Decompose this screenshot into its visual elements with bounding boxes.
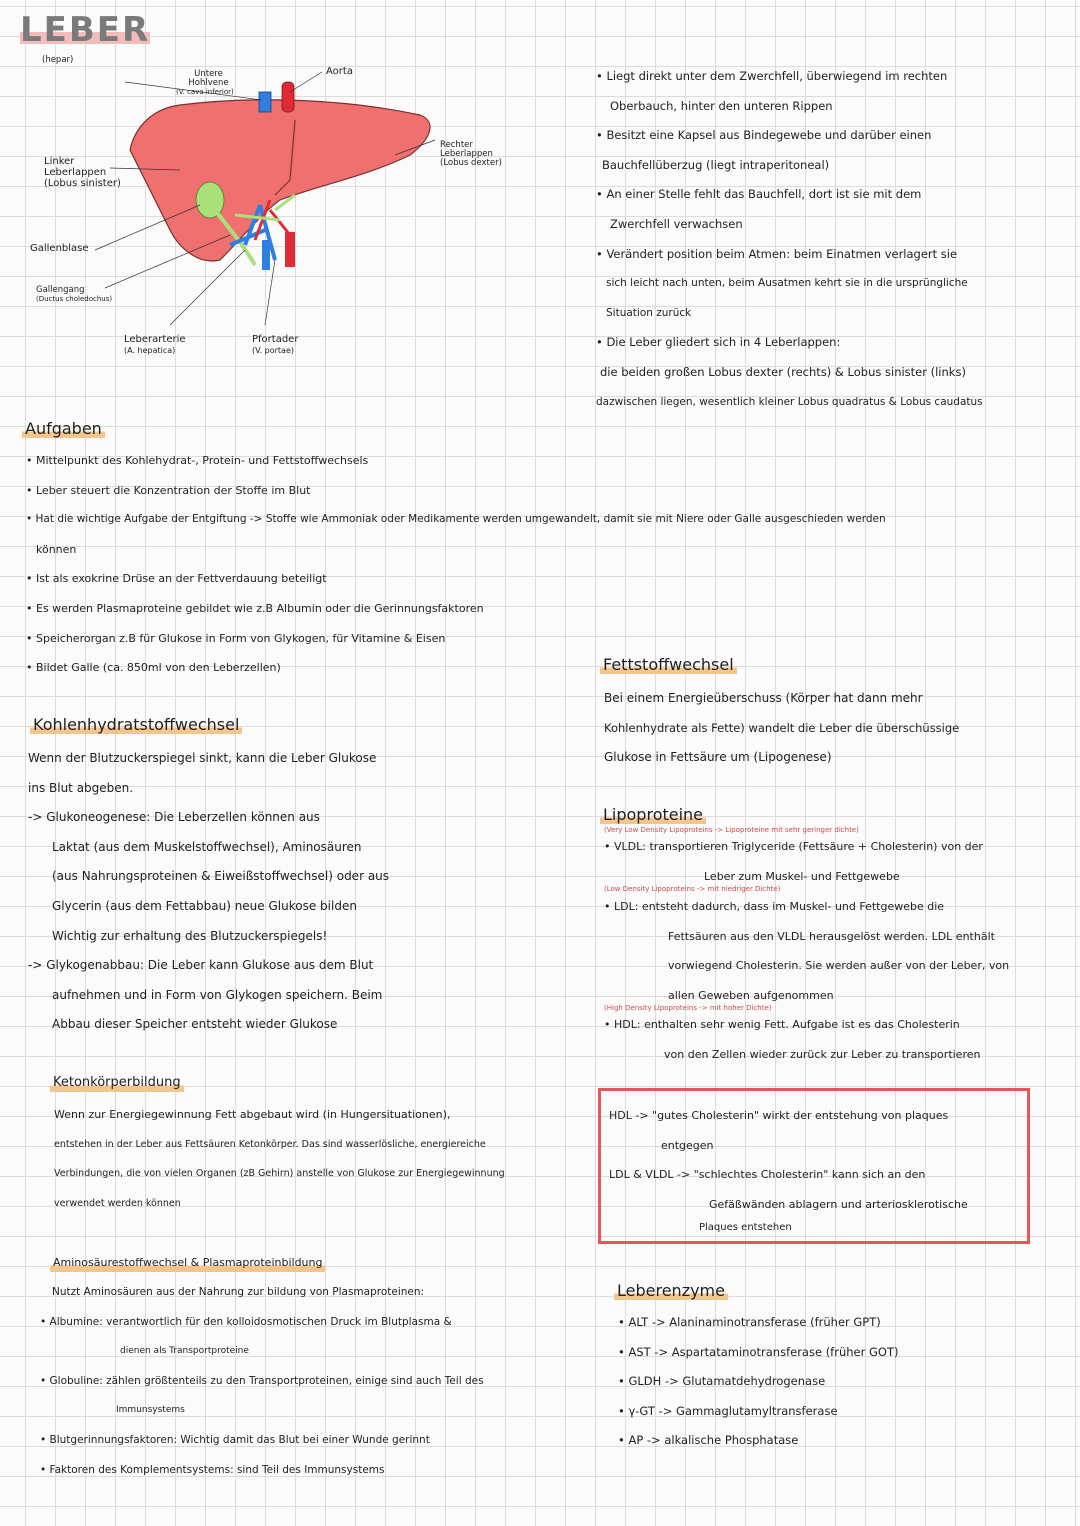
intro-list xyxy=(596,62,983,417)
label-vena-cava: Untere Hohlvene (V. cava inferior) xyxy=(176,69,234,96)
text-line: • HDL: enthalten sehr wenig Fett. Aufgabe ist es das Cholesterin xyxy=(604,1018,960,1031)
text-line: Fettsäuren aus den VLDL herausgelöst werden. LDL enthält xyxy=(668,929,995,943)
label-gallbladder: Gallenblase xyxy=(30,243,89,254)
text-line: Leber zum Muskel- und Fettgewebe xyxy=(704,869,900,883)
aufgaben-item: • Ist als exokrine Drüse an der Fettverdauung beteiligt xyxy=(26,572,327,586)
text-line: • Albumine: verantwortlich für den kolloidosmotischen Druck im Blutplasma & xyxy=(40,1315,452,1328)
enzyme-list xyxy=(618,1308,898,1456)
intro-line: Oberbauch, hinter den unteren Rippen xyxy=(610,98,833,113)
text-line: Bei einem Energieüberschuss (Körper hat dann mehr xyxy=(604,691,923,705)
label-portal-vein: Pfortader (V. portae) xyxy=(252,334,299,355)
liver-diagram xyxy=(30,60,570,370)
cholesterol-box xyxy=(598,1088,1030,1244)
intro-line: Zwerchfell verwachsen xyxy=(610,216,743,231)
text-line: von den Zellen wieder zurück zur Leber zu transportieren xyxy=(664,1047,981,1061)
aufgaben-item: • Speicherorgan z.B für Glukose in Form von Glykogen, für Vitamine & Eisen xyxy=(26,631,446,645)
label-bile-duct: Gallengang (Ductus choledochus) xyxy=(36,285,113,303)
label-aorta: Aorta xyxy=(326,66,353,77)
amino-heading: Aminosäurestoffwechsel & Plasmaproteinbildung xyxy=(50,1252,325,1274)
text-line: HDL -> "gutes Cholesterin" wirkt der entstehung von plaques xyxy=(609,1109,949,1122)
vldl-note: (Very Low Density Lipoproteins -> Lipoproteine mit sehr geringer dichte) xyxy=(604,826,859,834)
text-line: Nutzt Aminosäuren aus der Nahrung zur bildung von Plasmaproteinen: xyxy=(52,1286,425,1298)
text-line: • LDL: entsteht dadurch, dass im Muskel- und Fettgewebe die xyxy=(604,900,945,913)
text-line: Kohlenhydrate als Fette) wandelt die Leber die überschüssige xyxy=(604,720,960,735)
hdl-text xyxy=(604,1010,980,1069)
enzyme-item: • AST -> Aspartataminotransferase (früher GOT) xyxy=(618,1344,899,1359)
intro-line: • Liegt direkt unter dem Zwerchfell, überwiegend im rechten xyxy=(596,69,948,83)
page-subtitle: (hepar) xyxy=(42,55,74,65)
enzyme-item: • ALT -> Alaninaminotransferase (früher GPT) xyxy=(618,1315,881,1329)
text-line: Immunsystems xyxy=(116,1405,185,1416)
intro-line: • Verändert position beim Atmen: beim Einatmen verlagert sie xyxy=(596,246,958,261)
text-line: ins Blut abgeben. xyxy=(28,780,134,795)
text-line: Gefäßwänden ablagern und arteriosklerotische xyxy=(709,1197,968,1211)
text-line: vorwiegend Cholesterin. Sie werden außer von der Leber, von xyxy=(668,959,1010,973)
text-line: Wichtig zur erhaltung des Blutzuckerspiegels! xyxy=(52,928,328,943)
text-line: Laktat (aus dem Muskelstoffwechsel), Aminosäuren xyxy=(52,839,362,854)
lipo-heading: Lipoproteine xyxy=(600,804,706,826)
aufgaben-item: • Hat die wichtige Aufgabe der Entgiftung -> Stoffe wie Ammoniak oder Medikamente werden umgewandelt, damit sie mit Niere oder Galle ausgeschieden werden xyxy=(26,513,886,526)
keton-text xyxy=(54,1100,505,1218)
intro-line: • Besitzt eine Kapsel aus Bindegewebe und darüber einen xyxy=(596,128,932,143)
aorta-shape xyxy=(282,82,294,112)
vldl-text xyxy=(604,832,983,891)
kohlenhydrat-heading: Kohlenhydratstoffwechsel xyxy=(30,714,242,736)
intro-line: die beiden großen Lobus dexter (rechts) & Lobus sinister (links) xyxy=(600,364,966,379)
amino-text xyxy=(40,1278,484,1485)
label-left-lobe: Linker Leberlappen (Lobus sinister) xyxy=(44,156,121,189)
text-line: Glycerin (aus dem Fettabbau) neue Glukose bilden xyxy=(52,898,357,913)
label-artery: Leberarterie (A. hepatica) xyxy=(124,334,186,355)
text-line: aufnehmen und in Form von Glykogen speichern. Beim xyxy=(52,987,383,1002)
intro-line: sich leicht nach unten, beim Ausatmen kehrt sie in die ursprüngliche xyxy=(606,277,968,290)
intro-line: dazwischen liegen, wesentlich kleiner Lobus quadratus & Lobus caudatus xyxy=(596,395,983,408)
text-line: Wenn der Blutzuckerspiegel sinkt, kann die Leber Glukose xyxy=(28,751,377,765)
ldl-text xyxy=(604,892,1009,1010)
text-line: • Faktoren des Komplementsystems: sind Teil des Immunsystems xyxy=(40,1463,385,1476)
fett-heading: Fettstoffwechsel xyxy=(600,654,737,676)
enzyme-item: • γ-GT -> Gammaglutamyltransferase xyxy=(618,1403,838,1418)
hdl-note: (High Density Lipoproteins -> mit hoher Dichte) xyxy=(604,1004,772,1012)
intro-line: • Die Leber gliedert sich in 4 Leberlappen: xyxy=(596,335,841,350)
vena-cava-shape xyxy=(259,92,271,112)
text-line: dienen als Transportproteine xyxy=(120,1346,249,1357)
kohlenhydrat-text xyxy=(28,744,389,1040)
intro-line: Bauchfellüberzug (liegt intraperitoneal) xyxy=(602,157,830,172)
text-line: verwendet werden können xyxy=(54,1197,181,1209)
enzyme-item: • GLDH -> Glutamatdehydrogenase xyxy=(618,1374,826,1389)
ldl-note: (Low Density Lipoproteins -> mit niedriger Dichte) xyxy=(604,885,781,893)
text-line: -> Glukoneogenese: Die Leberzellen können aus xyxy=(28,810,320,825)
liver-shape xyxy=(130,100,430,261)
text-line: Plaques entstehen xyxy=(699,1222,792,1234)
enzyme-item: • AP -> alkalische Phosphatase xyxy=(618,1433,799,1448)
text-line: • Blutgerinnungsfaktoren: Wichtig damit das Blut bei einer Wunde gerinnt xyxy=(40,1433,430,1446)
text-line: entgegen xyxy=(661,1138,714,1152)
text-line: entstehen in der Leber aus Fettsäuren Ketonkörper. Das sind wasserlösliche, energiereiche xyxy=(54,1138,486,1150)
intro-line: • An einer Stelle fehlt das Bauchfell, dort ist sie mit dem xyxy=(596,187,922,202)
text-line: allen Geweben aufgenommen xyxy=(668,988,834,1002)
text-line: • Globuline: zählen größtenteils zu den Transportproteinen, einige sind auch Teil des xyxy=(40,1374,484,1387)
page-title: LEBER xyxy=(20,10,151,50)
aufgaben-item: • Leber steuert die Konzentration der Stoffe im Blut xyxy=(26,483,311,497)
enzyme-heading: Leberenzyme xyxy=(614,1280,728,1302)
aufgaben-list xyxy=(26,446,886,683)
text-line: Wenn zur Energiegewinnung Fett abgebaut wird (in Hungersituationen), xyxy=(54,1108,451,1121)
aufgaben-item: • Mittelpunkt des Kohlehydrat-, Protein- und Fettstoffwechsels xyxy=(26,454,369,467)
aufgaben-heading: Aufgaben xyxy=(22,418,105,440)
label-right-lobe: Rechter Leberlappen (Lobus dexter) xyxy=(440,140,502,168)
text-line: Verbindungen, die von vielen Organen (zB Gehirn) anstelle von Glukose zur Energiegewinnung xyxy=(54,1168,505,1180)
text-line: Abbau dieser Speicher entsteht wieder Glukose xyxy=(52,1017,338,1032)
text-line: -> Glykogenabbau: Die Leber kann Glukose aus dem Blut xyxy=(28,958,374,973)
text-line: (aus Nahrungsproteinen & Eiweißstoffwechsel) oder aus xyxy=(52,869,390,884)
text-line: LDL & VLDL -> "schlechtes Cholesterin" kann sich an den xyxy=(609,1168,926,1182)
aufgaben-item: • Es werden Plasmaproteine gebildet wie z.B Albumin oder die Gerinnungsfaktoren xyxy=(26,601,484,615)
text-line: Glukose in Fettsäure um (Lipogenese) xyxy=(604,750,832,765)
text-line: • VLDL: transportieren Triglyceride (Fettsäure + Cholesterin) von der xyxy=(604,840,983,853)
fett-text xyxy=(604,684,959,773)
aufgaben-item: können xyxy=(36,542,77,556)
intro-line: Situation zurück xyxy=(606,306,692,319)
aufgaben-item: • Bildet Galle (ca. 850ml von den Leberzellen) xyxy=(26,661,281,675)
keton-heading: Ketonkörperbildung xyxy=(50,1072,184,1094)
